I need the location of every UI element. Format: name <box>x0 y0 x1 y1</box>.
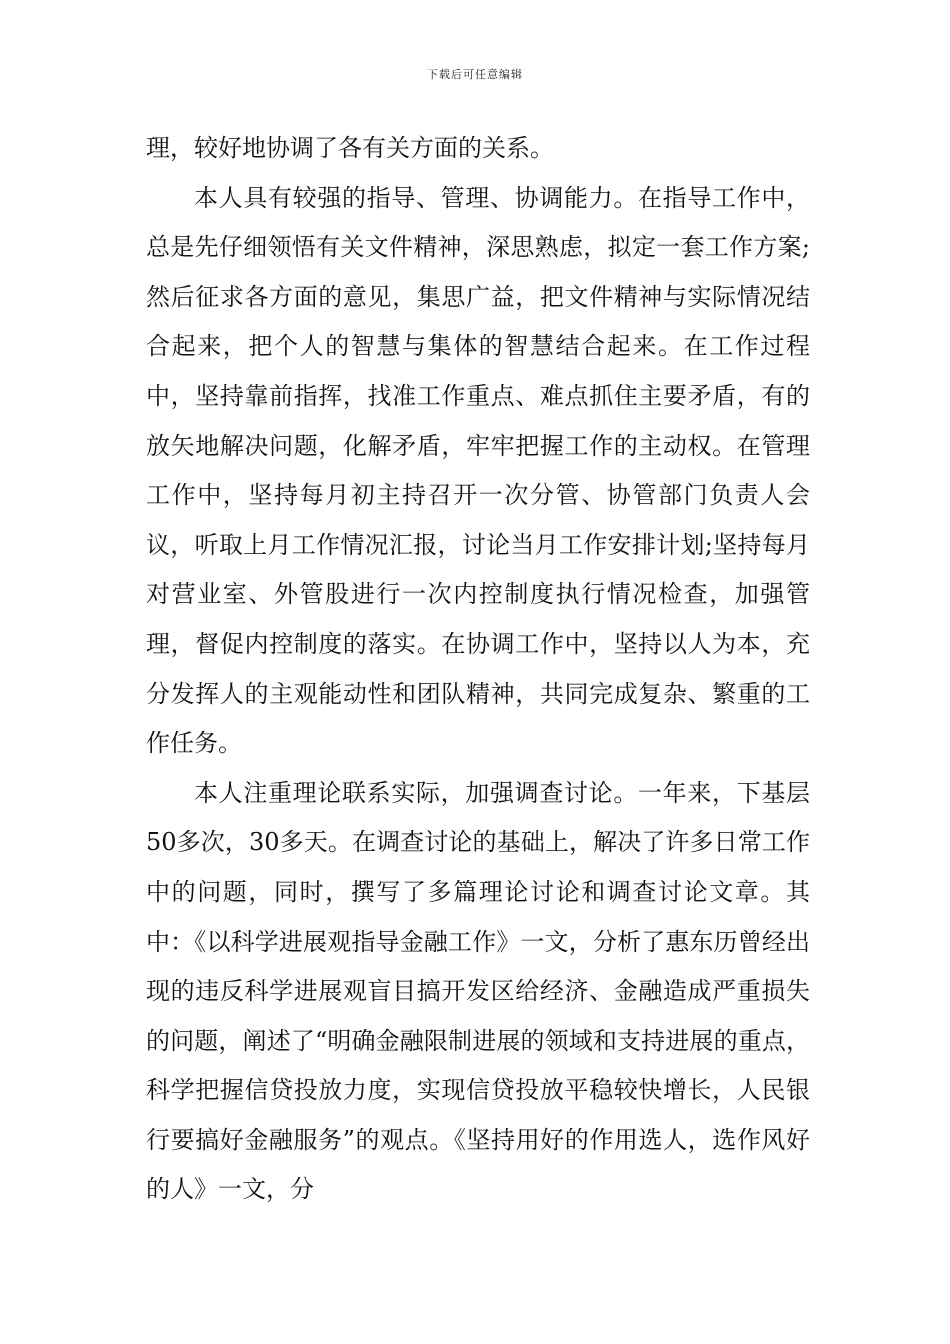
paragraph-continuation: 理，较好地协调了各有关方面的关系。 <box>146 134 554 162</box>
page-header: 下载后可任意编辑 <box>427 68 523 81</box>
document-body <box>146 124 810 1215</box>
paragraph-abilities: 本人具有较强的指导、管理、协调能力。在指导工作中，总是先仔细领悟有关文件精神，深思熟虑，拟定一套工作方案;然后征求各方面的意见，集思广益，把文件精神与实际情况结合起来，把个人的智慧与集体的智慧结合起来。在工作过程中，坚持靠前指挥，找准工作重点、难点抓住主要矛盾，有的放矢地解决问题，化解矛盾，牢牢把握工作的主动权。在管理工作中，坚持每月初主持召开一次分管、协管部门负责人会议，听取上月工作情况汇报，讨论当月工作安排计划;坚持每月对营业室、外管股进行一次内控制度执行情况检查，加强管理，督促内控制度的落实。在协调工作中，坚持以人为本，充分发挥人的主观能动性和团队精神，共同完成复杂、繁重的工作任务。 <box>146 183 810 758</box>
paragraph-research: 本人注重理论联系实际，加强调查讨论。一年来，下基层50多次，30多天。在调查讨论的基础上，解决了许多日常工作中的问题，同时，撰写了多篇理论讨论和调查讨论文章。其中：《以科学进展观指导金融工作》一文，分析了惠东历曾经出现的违反科学进展观盲目搞开发区给经济、金融造成严重损失的问题，阐述了“明确金融限制进展的领域和支持进展的重点，科学把握信贷投放力度，实现信贷投放平稳较快增长，人民银行要搞好金融服务”的观点。《坚持用好的作用选人，选作风好的人》一文，分 <box>146 778 810 1204</box>
